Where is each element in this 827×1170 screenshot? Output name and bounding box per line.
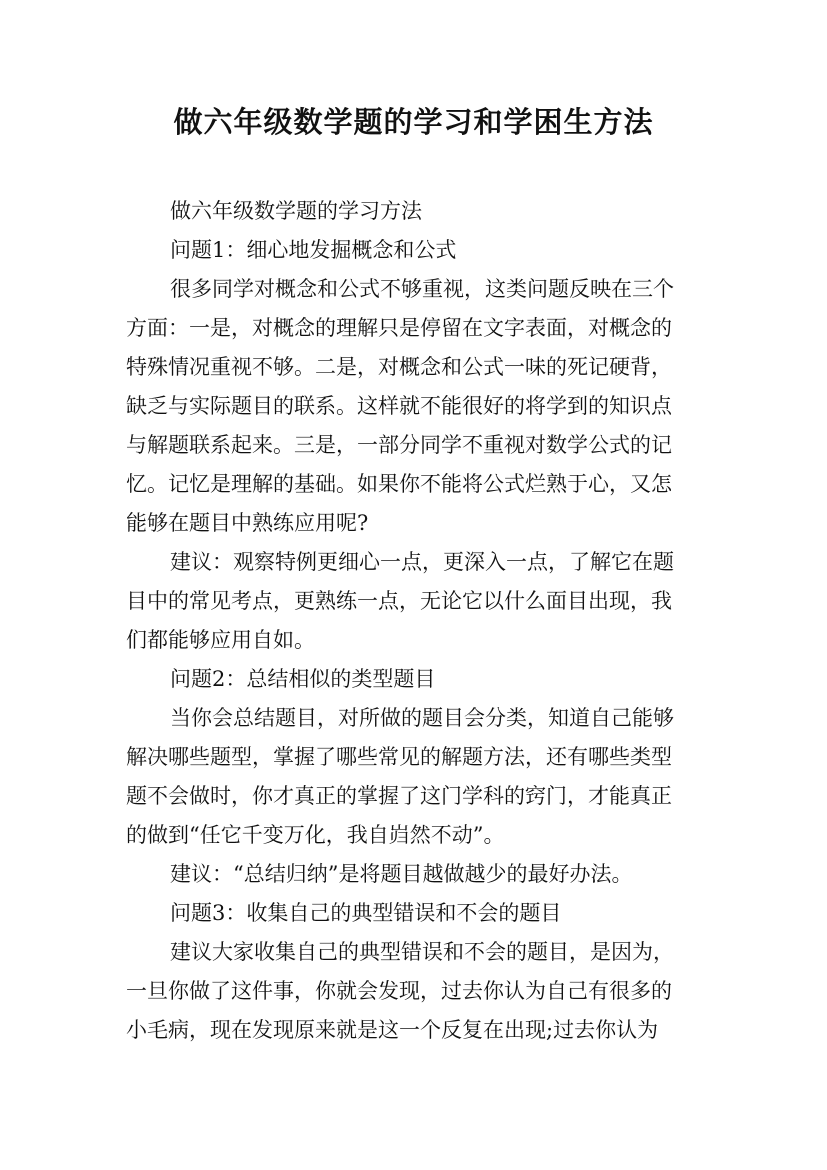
document-title: 做六年级数学题的学习和学困生方法 [173, 105, 654, 139]
paragraph-line: 能够在题目中熟练应用呢? [126, 511, 369, 535]
paragraph-line: 的做到“任它千变万化，我自岿然不动”。 [126, 823, 505, 847]
paragraph-line: 解决哪些题型，掌握了哪些常见的解题方法，还有哪些类型 [126, 745, 672, 769]
paragraph-line: 目中的常见考点，更熟练一点，无论它以什么面目出现，我 [126, 589, 672, 613]
problem-heading: 问题2：总结相似的类型题目 [170, 667, 436, 691]
paragraph-line: 当你会总结题目，对所做的题目会分类，知道自己能够 [170, 706, 674, 730]
paragraph-line: 们都能够应用自如。 [126, 628, 315, 652]
problem-heading: 问题1：细心地发掘概念和公式 [170, 238, 457, 262]
paragraph-line: 方面：一是，对概念的理解只是停留在文字表面，对概念的 [126, 316, 672, 340]
problem-heading: 问题3：收集自己的典型错误和不会的题目 [170, 901, 562, 925]
paragraph-line: 题不会做时，你才真正的掌握了这门学科的窍门，才能真正 [126, 784, 672, 808]
paragraph-line: 缺乏与实际题目的联系。这样就不能很好的将学到的知识点 [126, 394, 672, 418]
paragraph-line: 与解题联系起来。三是，一部分同学不重视对数学公式的记 [126, 433, 672, 457]
paragraph-line: 很多同学对概念和公式不够重视，这类问题反映在三个 [170, 277, 674, 301]
paragraph-line: 小毛病，现在发现原来就是这一个反复在出现;过去你认为 [126, 1018, 659, 1042]
section-heading: 做六年级数学题的学习方法 [170, 199, 422, 223]
suggestion-line: 建议：观察特例更细心一点，更深入一点，了解它在题 [170, 550, 674, 574]
suggestion-line: 建议：“总结归纳”是将题目越做越少的最好办法。 [170, 862, 633, 886]
paragraph-line: 特殊情况重视不够。二是，对概念和公式一味的死记硬背， [126, 355, 672, 379]
paragraph-line: 一旦你做了这件事，你就会发现，过去你认为自己有很多的 [126, 979, 672, 1003]
paragraph-line: 建议大家收集自己的典型错误和不会的题目，是因为， [170, 940, 674, 964]
paragraph-line: 忆。记忆是理解的基础。如果你不能将公式烂熟于心，又怎 [126, 472, 672, 496]
